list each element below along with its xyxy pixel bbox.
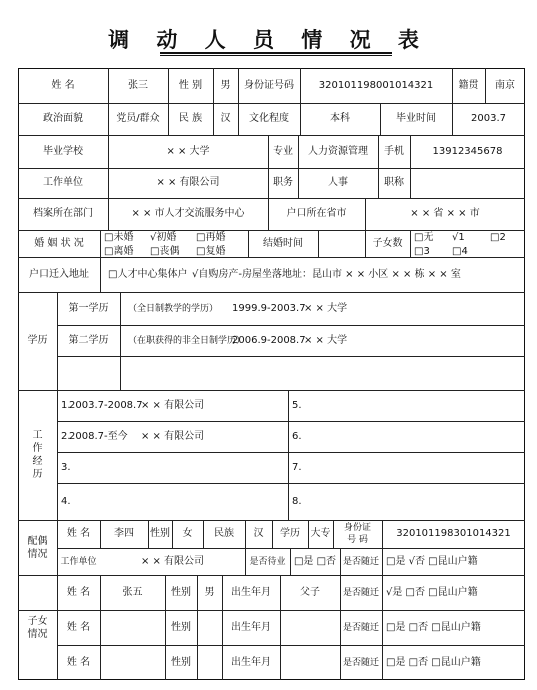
spouse-employer-label: 工作单位 <box>60 557 97 567</box>
grid-hline <box>18 103 525 104</box>
spouse-id-value: 320101198301014321 <box>396 528 511 539</box>
child-move-label: 是否随迁 <box>342 623 379 633</box>
second-edu-period: 2006.9-2008.7 <box>232 335 306 346</box>
grid-hline <box>18 198 525 199</box>
work-entry-company: × × 有限公司 <box>141 400 205 411</box>
ethnicity-value: 汉 <box>220 113 231 124</box>
grid-vline <box>410 168 411 198</box>
grid-hline <box>57 645 525 646</box>
title-underline <box>160 52 392 54</box>
native-value: 南京 <box>495 80 515 91</box>
spouse-ethnicity-value: 汉 <box>253 528 264 539</box>
second-edu-school: × × 大学 <box>304 335 348 346</box>
child-gender-value: 男 <box>204 587 215 598</box>
education-label: 学历 <box>27 335 48 346</box>
native-label: 籍贯 <box>458 80 479 91</box>
grid-vline <box>410 230 411 257</box>
work-entry-period: 2008.7-至今 <box>69 431 128 442</box>
spouse-ethnicity-label: 民族 <box>214 528 234 539</box>
school-label: 毕业学校 <box>43 146 83 157</box>
work-entry-no: 4. <box>61 496 71 507</box>
child-gender-label: 性别 <box>171 657 191 668</box>
spouse-id-label: 身份证 号 码 <box>343 523 371 545</box>
work-entry-company: × × 有限公司 <box>141 431 205 442</box>
gender-label: 性 别 <box>178 80 203 91</box>
employer-value: × × 有限公司 <box>156 177 220 188</box>
spouse-employer-value: × × 有限公司 <box>140 556 205 567</box>
child-move-label: 是否随迁 <box>342 658 379 668</box>
marriage-time-label: 结婚时间 <box>263 238 303 249</box>
marital-option: □丧偶 <box>150 246 180 257</box>
title-rank-label: 职称 <box>384 177 404 188</box>
grid-hline <box>18 257 525 258</box>
name-value: 张三 <box>128 80 148 91</box>
mobile-value: 13912345678 <box>432 146 503 157</box>
migrate-opt1: □人才中心集体户 <box>108 269 188 280</box>
archive-label: 档案所在部门 <box>33 208 93 219</box>
mobile-label: 手机 <box>384 146 404 157</box>
spouse-name-value: 李四 <box>114 528 134 539</box>
grid-vline <box>288 390 289 520</box>
work-entry-no: 7. <box>292 462 302 473</box>
children-section-label: 子女 情况 <box>27 616 48 640</box>
spouse-edu-label: 学历 <box>280 528 300 539</box>
spouse-section-label: 配偶 情况 <box>27 536 48 560</box>
work-entry-no: 1. <box>61 400 71 411</box>
grid-hline <box>18 610 525 611</box>
form-title: 调 动 人 员 情 况 表 <box>108 28 429 52</box>
work-entry-no: 6. <box>292 431 302 442</box>
grid-hline <box>18 168 525 169</box>
migrate-opt2: √自购房产-房屋坐落地址：昆山市 × × 小区 × × 栋 × × 室 <box>192 269 461 280</box>
position-label: 职务 <box>273 177 293 188</box>
marital-label: 婚 姻 状 况 <box>34 238 84 249</box>
child-move-label: 是否随迁 <box>342 588 379 598</box>
id-value: 320101198001014321 <box>318 80 434 91</box>
grid-vline <box>318 230 319 257</box>
migrate-label: 户口迁入地址 <box>29 269 89 280</box>
child-name-label: 姓 名 <box>66 622 91 633</box>
spouse-edu-value: 大专 <box>310 528 331 539</box>
first-edu-label: 第一学历 <box>68 303 109 314</box>
grid-vline <box>382 548 383 575</box>
grid-vline <box>100 230 101 257</box>
child-name-label: 姓 名 <box>66 587 91 598</box>
major-value: 人力资源管理 <box>308 146 368 157</box>
position-value: 人事 <box>328 177 348 188</box>
grid-vline <box>120 292 121 390</box>
major-label: 专业 <box>273 146 293 157</box>
edu-level-label: 文化程度 <box>249 113 289 124</box>
work-entry-period: 2003.7-2008.7 <box>69 400 143 411</box>
grid-hline <box>18 575 525 576</box>
grid-hline <box>18 390 525 391</box>
spouse-move-options: □是 √否 □昆山户籍 <box>386 556 478 567</box>
spouse-job-label: 是否待业 <box>249 557 286 567</box>
first-edu-school: × × 大学 <box>304 303 348 314</box>
child-gender-label: 性别 <box>171 622 191 633</box>
grid-hline <box>57 421 525 422</box>
archive-value: × × 市人才交流服务中心 <box>131 208 245 219</box>
grid-hline <box>57 356 525 357</box>
work-entry-no: 5. <box>292 400 302 411</box>
grid-hline <box>57 548 525 549</box>
spouse-gender-value: 女 <box>182 528 193 539</box>
children-count-option: □2 <box>490 232 506 243</box>
edu-level-value: 本科 <box>330 113 350 124</box>
child-name-value: 张五 <box>122 587 143 598</box>
marital-option: √初婚 <box>150 232 177 243</box>
hukou-label: 户口所在省市 <box>286 208 347 219</box>
marital-option: □复婚 <box>196 246 226 257</box>
grad-time-value: 2003.7 <box>471 113 506 124</box>
children-count-option: √1 <box>452 232 465 243</box>
id-label: 身份证号码 <box>244 80 294 91</box>
child-birth-label: 出生年月 <box>231 622 271 633</box>
grid-vline <box>57 390 58 520</box>
work-history-label: 工 作 经 历 <box>32 430 43 480</box>
second-edu-label: 第二学历 <box>68 335 109 346</box>
hukou-value: × × 省 × × 市 <box>410 208 480 219</box>
child-name-label: 姓 名 <box>66 657 91 668</box>
second-edu-type: （在职获得的非全日制学历） <box>128 336 246 346</box>
child-birth-label: 出生年月 <box>231 587 271 598</box>
children-count-option: □4 <box>452 246 468 257</box>
spouse-move-label: 是否随迁 <box>342 557 379 567</box>
child-move-options: □是 □否 □昆山户籍 <box>386 622 481 633</box>
grid-vline <box>382 575 383 680</box>
grad-time-label: 毕业时间 <box>396 113 436 124</box>
work-entry-no: 8. <box>292 496 302 507</box>
child-move-options: □是 □否 □昆山户籍 <box>386 657 481 668</box>
first-edu-period: 1999.9-2003.7 <box>232 303 306 314</box>
spouse-name-label: 姓 名 <box>66 528 91 539</box>
children-count-option: □3 <box>414 246 430 257</box>
work-entry-no: 2. <box>61 431 71 442</box>
name-label: 姓 名 <box>51 80 75 91</box>
child-birth-label: 出生年月 <box>231 657 271 668</box>
child-relation-value: 父子 <box>300 587 320 598</box>
grid-hline <box>18 230 525 231</box>
grid-hline <box>57 483 525 484</box>
marital-option: □未婚 <box>104 232 134 243</box>
marital-option: □离婚 <box>104 246 134 257</box>
political-label: 政治面貌 <box>43 113 83 124</box>
spouse-gender-label: 性别 <box>150 528 170 539</box>
spouse-job-options: □是 □否 <box>293 556 337 567</box>
school-value: × × 大学 <box>166 146 210 157</box>
employer-label: 工作单位 <box>43 177 83 188</box>
grid-hline <box>57 452 525 453</box>
grid-vline <box>100 257 101 292</box>
child-move-options: √是 □否 □昆山户籍 <box>386 587 478 598</box>
children-count-option: □无 <box>414 232 434 243</box>
grid-hline <box>18 135 525 136</box>
title-underline-thin <box>160 55 392 56</box>
first-edu-type: （全日制教学的学历） <box>128 304 219 314</box>
work-entry-no: 3. <box>61 462 71 473</box>
grid-hline <box>57 325 525 326</box>
children-count-label: 子女数 <box>372 238 403 249</box>
gender-value: 男 <box>220 80 231 91</box>
political-value: 党员/群众 <box>116 113 160 124</box>
marital-option: □再婚 <box>196 232 226 243</box>
ethnicity-label: 民 族 <box>178 113 203 124</box>
child-gender-label: 性别 <box>171 587 191 598</box>
grid-hline <box>18 292 525 293</box>
